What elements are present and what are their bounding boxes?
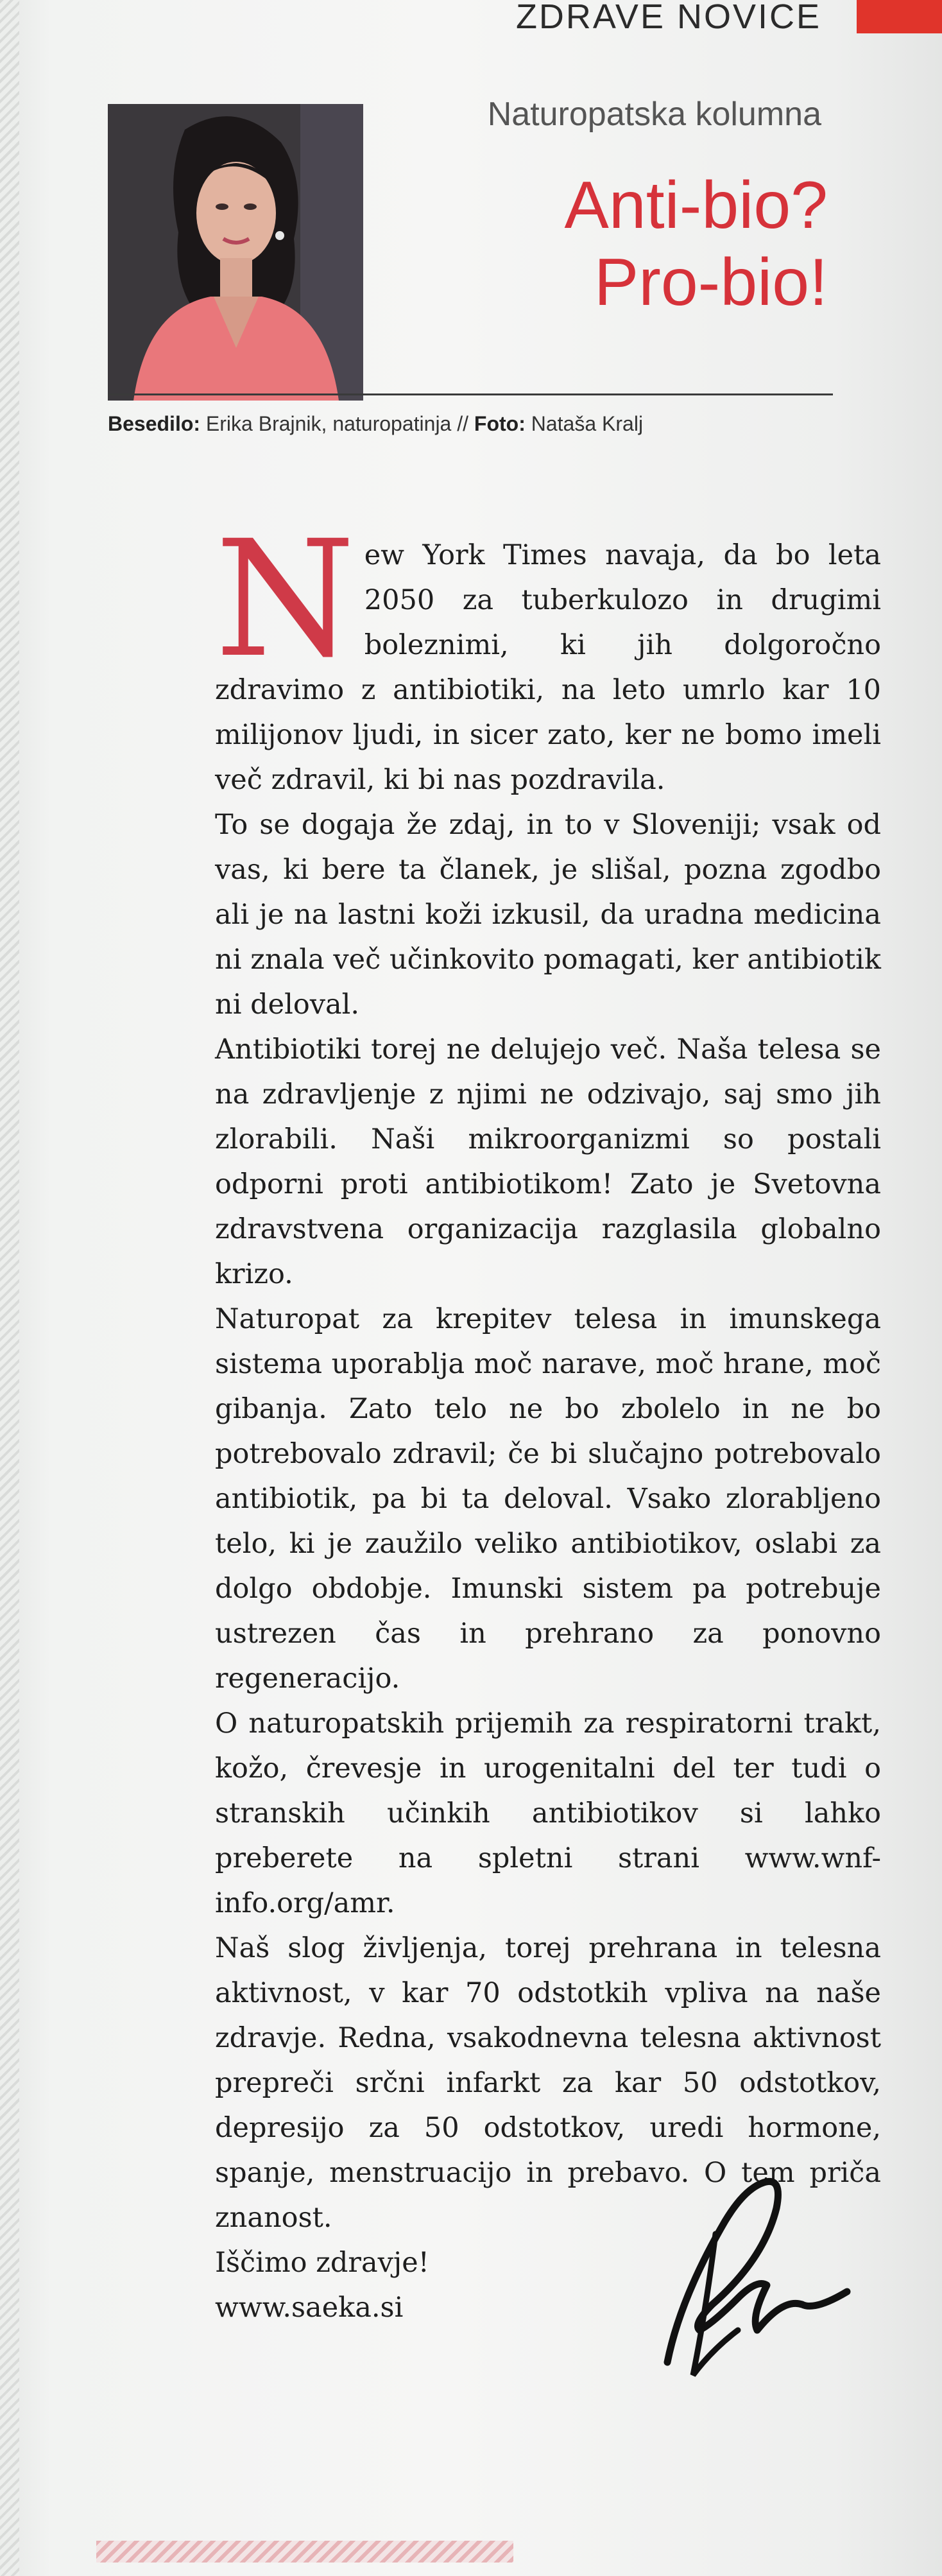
page-binding-edge	[0, 0, 19, 2576]
paragraph-5: O naturopatskih prijemih za respiratorni trakt, kožo, črevesje in urogenitalni del ter tudi o stranskih učinkih antibiotikov si lahko preberete na spletni strani www.wnf-info.org/amr.	[215, 1707, 881, 1919]
text-credit-label: Besedilo:	[108, 412, 201, 435]
text-credit-value: Erika Brajnik, naturopatinja	[205, 412, 452, 435]
photo-credit-label: Foto:	[474, 412, 526, 435]
website: www.saeka.si	[215, 2292, 404, 2324]
signature	[655, 2170, 866, 2388]
lead-text: ew York Times navaja, da bo leta 2050 za tuberkulozo in drugimi boleznimi, ki jih dolgoročno zdravimo z antibiotiki, na leto umrlo kar 10 milijonov ljudi, in sicer zato, ker ne bomo imeli več zdravil, ki bi nas pozdravila.	[215, 539, 881, 796]
signoff: Iščimo zdravje!	[215, 2247, 429, 2279]
header-rule	[108, 393, 833, 395]
paragraph-2: To se dogaja že zdaj, in to v Sloveniji; vsak od vas, ki bere ta članek, je slišal, pozna zgodbo ali je na lastni koži izkusil, da uradna medicina ni znala več učinkovito pomagati, ker antibiotik ni deloval.	[215, 809, 881, 1021]
article-title-line-1: Anti-bio?	[564, 168, 828, 243]
article-title-line-2: Pro-bio!	[594, 245, 828, 320]
credit-separator: //	[457, 412, 469, 435]
lead-paragraph	[215, 506, 881, 802]
article-body	[215, 506, 881, 2330]
paragraph-4: Naturopat za krepitev telesa in imunskega sistema uporablja moč narave, moč hrane, moč gibanja. Zato telo ne bo zbolelo in ne bo potrebovalo zdravil; če bi slučajno potrebovalo antibiotik, pa bi ta deloval. Vsako zlorabljeno telo, ki je zaužilo veliko antibiotikov, oslabi za dolgo obdobje. Imunski sistem pa potrebuje ustrezen čas in prehrano za ponovno regeneracijo.	[215, 1303, 881, 1695]
column-kicker: Naturopatska kolumna	[487, 96, 821, 133]
section-header: ZDRAVE NOVICE	[515, 0, 821, 36]
author-photo	[108, 104, 363, 401]
paragraph-3: Antibiotiki torej ne delujejo več. Naša telesa se na zdravljenje z njimi ne odzivajo, saj smo jih zlorabili. Naši mikroorganizmi so postali odporni proti antibiotikom! Zato je Svetovna zdravstvena organizacija razglasila globalno krizo.	[215, 1033, 881, 1290]
credits-line	[108, 412, 839, 436]
bottom-decorative-bar	[96, 2541, 513, 2563]
paragraph-6: Naš slog življenja, torej prehrana in telesna aktivnost, v kar 70 odstotkih vpliva na naše zdravje. Redna, vsakodnevna telesna aktivnost prepreči srčni infarkt za kar 50 odstotkov, depresijo za 50 odstotkov, uredi hormone, spanje, menstruacijo in prebavo. O tem priča znanost.	[215, 1932, 881, 2234]
drop-cap: N	[215, 506, 355, 693]
photo-credit-value: Nataša Kralj	[531, 412, 644, 435]
section-accent-bar	[857, 0, 942, 33]
article-title	[385, 167, 828, 321]
